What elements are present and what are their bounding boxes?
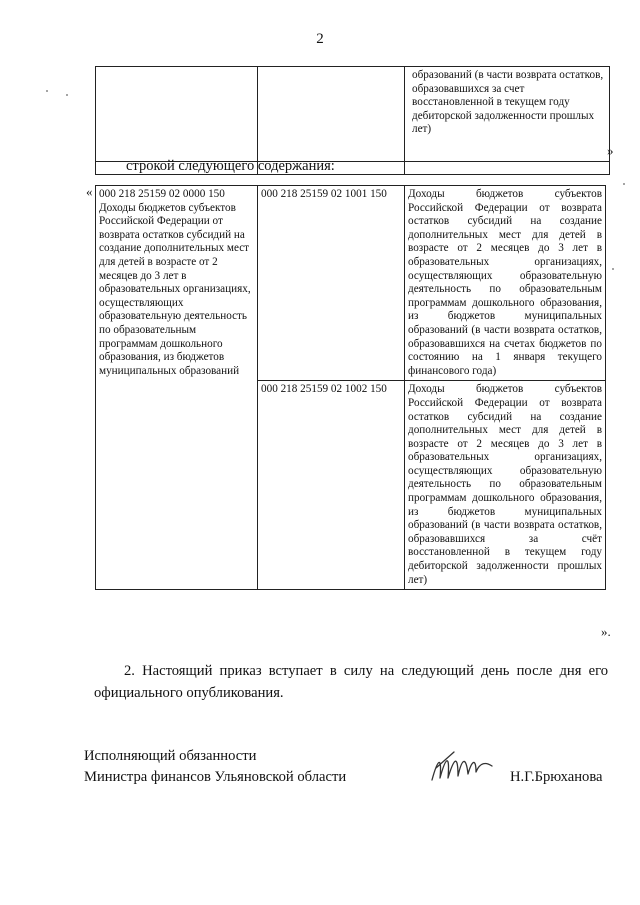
scan-speck: [623, 183, 625, 185]
table-cell-code: 000 218 25159 02 1001 150: [258, 186, 405, 381]
table-row: [96, 186, 606, 381]
table-cell-description: Доходы бюджетов субъектов Российской Федерации от возврата остатков субсидий на создание дополнительных мест для детей в возрасте от 2 месяцев до 3 лет в образовательных организациях, осуществляющих образовательную деятельность по образовательным программам дошкольного образования, из бюджетов муниципальных образований (в части возврата остатков, образовавшихся на счетах бюджетов по состоянию на 1 января текущего финансового года): [405, 186, 606, 381]
table-cell-description: Доходы бюджетов субъектов Российской Федерации от возврата остатков субсидий на создание дополнительных мест для детей в возрасте от 2 месяцев до 3 лет в образовательных организациях, осуществляющих образовательную деятельность по образовательным программам дошкольного образования, из бюджетов муниципальных образований (в части возврата остатков, образовавшихся за счёт восстановленной в текущем году дебиторской задолженности прошлых лет): [405, 381, 606, 590]
group-code: 000 218 25159 02 0000 150: [99, 188, 225, 200]
signatory-title-line2: Министра финансов Ульяновской области: [84, 769, 347, 785]
group-description: Доходы бюджетов субъектов Российской Федерации от возврата остатков субсидий на создание дополнительных мест для детей в возрасте от 2 месяцев до 3 лет в образовательных организациях, осуществляющих образовательную деятельность по образовательным программам дошкольного образования, из бюджетов муниципальных образований: [99, 201, 251, 377]
closing-quote-period: ».: [601, 624, 611, 639]
scan-speck: [612, 268, 614, 270]
handwritten-signature-icon: [428, 748, 498, 788]
signatory-title: [84, 746, 346, 788]
closing-quote: »: [607, 143, 614, 158]
budget-codes-table: [95, 185, 606, 590]
table-cell-description: образований (в части возврата остатков, образовавшихся за счет восстановленной в текущем году дебиторской задолженности прошлых лет): [405, 67, 610, 162]
opening-quote: «: [86, 184, 93, 199]
table-cell-empty: [405, 162, 610, 175]
table-row: [96, 67, 610, 162]
scan-speck: [66, 94, 68, 96]
page-number: 2: [316, 31, 324, 47]
table-cell-empty: [258, 67, 405, 162]
intro-text: строкой следующего содержания:: [126, 158, 335, 174]
paragraph-text: 2. Настоящий приказ вступает в силу на следующий день после дня его официального опубликования.: [94, 663, 608, 701]
table-cell-code: 000 218 25159 02 1002 150: [258, 381, 405, 590]
signatory-name: Н.Г.Брюханова: [510, 769, 603, 785]
table-cell-group: [96, 186, 258, 590]
signatory-title-line1: Исполняющий обязанности: [84, 748, 257, 764]
table-cell-empty: [96, 67, 258, 162]
paragraph-2: [94, 660, 608, 704]
scan-speck: [46, 90, 48, 92]
